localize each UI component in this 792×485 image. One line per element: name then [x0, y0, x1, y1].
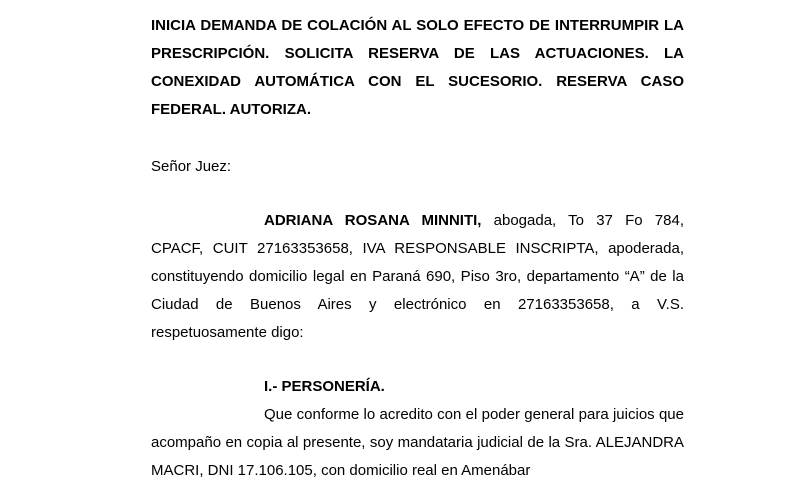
intro-paragraph: [151, 207, 684, 347]
document-heading: INICIA DEMANDA DE COLACIÓN AL SOLO EFECTO DE INTERRUMPIR LA PRESCRIPCIÓN. SOLICITA RESERVA DE LAS ACTUACIONES. LA CONEXIDAD AUTOMÁTICA CON EL SUCESORIO. RESERVA CASO FEDERAL. AUTORIZA.: [151, 17, 684, 118]
section-title-personeria: I.- PERSONERÍA.: [264, 378, 385, 395]
intro-text: abogada, To 37 Fo 784, CPACF, CUIT 27163353658, IVA RESPONSABLE INSCRIPTA, apoderada, constituyendo domicilio legal en Paraná 690, Piso 3ro, departamento “A” de la Ciudad de Buenos Aires y electrónico en 27163353658, a V.S. respetuosamente digo:: [151, 212, 684, 341]
greeting: Señor Juez:: [151, 158, 232, 175]
attorney-name: ADRIANA ROSANA MINNITI,: [264, 212, 482, 229]
document-page: [151, 12, 684, 485]
section-paragraph-personeria: Que conforme lo acredito con el poder general para juicios que acompaño en copia al presente, soy mandataria judicial de la Sra. ALEJANDRA MACRI, DNI 17.106.105, con domicilio real en Amenábar: [151, 406, 684, 479]
